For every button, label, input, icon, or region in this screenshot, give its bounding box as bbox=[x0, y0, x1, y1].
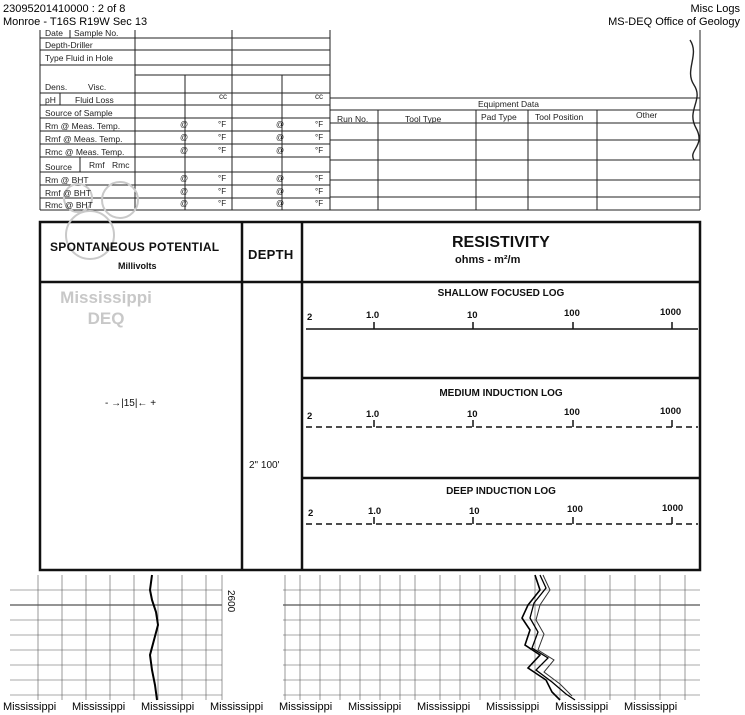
tick-label: 10 bbox=[467, 310, 478, 321]
row-ph: pH bbox=[45, 95, 56, 105]
degf-mark: °F bbox=[315, 133, 324, 142]
row-rmc: Rmc bbox=[112, 160, 130, 170]
agency-label: MS-DEQ Office of Geology bbox=[608, 16, 740, 28]
tick-label: 10 bbox=[467, 409, 478, 420]
footer-word: Mississippi bbox=[486, 701, 540, 713]
row-depth-driller: Depth-Driller bbox=[45, 40, 93, 50]
at-mark: @ bbox=[180, 146, 189, 155]
row-rmc-bht: Rmc @ BHT bbox=[45, 200, 93, 210]
category-label: Misc Logs bbox=[690, 3, 740, 15]
degf-mark: °F bbox=[315, 120, 324, 129]
tick-label: 1000 bbox=[660, 406, 682, 417]
degf-mark: °F bbox=[315, 146, 324, 155]
equipment-title: Equipment Data bbox=[478, 99, 539, 109]
depth-scale: 2" 100' bbox=[249, 460, 280, 471]
degf-mark: °F bbox=[218, 187, 227, 196]
row-sample-no: Sample No. bbox=[74, 28, 119, 38]
at-mark: @ bbox=[180, 120, 189, 129]
watermark-line2: DEQ bbox=[87, 309, 125, 328]
row-rmf: Rmf bbox=[89, 160, 105, 170]
row-rm-bht: Rm @ BHT bbox=[45, 175, 89, 185]
tick-label: 100 bbox=[564, 407, 580, 418]
footer-word: Mississippi bbox=[555, 701, 609, 713]
row-rmc-meas: Rmc @ Meas. Temp. bbox=[45, 147, 125, 157]
unit-cc-1: cc bbox=[219, 92, 227, 101]
row-rmf-bht: Rmf @ BHT bbox=[45, 188, 91, 198]
unit-cc-2: cc bbox=[315, 92, 323, 101]
row-source: Source bbox=[45, 162, 72, 172]
col-tool-type: Tool Type bbox=[405, 114, 442, 124]
at-mark: @ bbox=[276, 187, 285, 196]
footer-word: Mississippi bbox=[3, 701, 57, 713]
footer-word: Mississippi bbox=[348, 701, 402, 713]
at-mark: @ bbox=[180, 133, 189, 142]
tick-label: 10 bbox=[469, 506, 480, 517]
resistivity-units: ohms - m²/m bbox=[455, 254, 521, 266]
row-date: Date bbox=[45, 28, 63, 38]
degf-mark: °F bbox=[218, 146, 227, 155]
resistivity-title: RESISTIVITY bbox=[452, 234, 550, 251]
tick-label: 100 bbox=[567, 504, 583, 515]
degf-mark: °F bbox=[218, 199, 227, 208]
at-mark: @ bbox=[276, 120, 285, 129]
deep-induction-log-title: DEEP INDUCTION LOG bbox=[446, 486, 556, 497]
sp-title: SPONTANEOUS POTENTIAL bbox=[50, 240, 220, 254]
at-mark: @ bbox=[180, 187, 189, 196]
tick-label: 2 bbox=[307, 411, 313, 422]
degf-mark: °F bbox=[315, 174, 324, 183]
row-type-fluid: Type Fluid in Hole bbox=[45, 53, 114, 63]
depth-mark-2600: 2600 bbox=[225, 590, 236, 613]
tick-label: 1000 bbox=[662, 503, 684, 514]
col-run-no: Run No. bbox=[337, 114, 369, 124]
degf-mark: °F bbox=[218, 133, 227, 142]
row-rmf-meas: Rmf @ Meas. Temp. bbox=[45, 134, 123, 144]
footer-word: Mississippi bbox=[72, 701, 126, 713]
at-mark: @ bbox=[276, 133, 285, 142]
row-visc: Visc. bbox=[88, 82, 107, 92]
tick-label: 2 bbox=[308, 508, 314, 519]
at-mark: @ bbox=[276, 199, 285, 208]
footer-word: Mississippi bbox=[141, 701, 195, 713]
sp-units: Millivolts bbox=[118, 261, 157, 271]
document-id: 23095201410000 : 2 of 8 bbox=[3, 3, 126, 15]
col-tool-position: Tool Position bbox=[535, 112, 584, 122]
sp-scale: - →|15|← + bbox=[105, 398, 157, 409]
tick-label: 1.0 bbox=[366, 310, 380, 321]
tick-label: 1.0 bbox=[368, 506, 382, 517]
footer-word: Mississippi bbox=[279, 701, 333, 713]
degf-mark: °F bbox=[315, 199, 324, 208]
medium-induction-log-title: MEDIUM INDUCTION LOG bbox=[439, 388, 563, 399]
tick-label: 100 bbox=[564, 308, 580, 319]
footer-word: Mississippi bbox=[210, 701, 264, 713]
at-mark: @ bbox=[180, 199, 189, 208]
tick-label: 2 bbox=[307, 312, 313, 323]
degf-mark: °F bbox=[218, 174, 227, 183]
degf-mark: °F bbox=[315, 187, 324, 196]
at-mark: @ bbox=[276, 146, 285, 155]
row-rm-meas: Rm @ Meas. Temp. bbox=[45, 121, 121, 131]
location-label: Monroe - T16S R19W Sec 13 bbox=[3, 16, 148, 28]
footer-word: Mississippi bbox=[417, 701, 471, 713]
row-dens: Dens. bbox=[45, 82, 68, 92]
degf-mark: °F bbox=[218, 120, 227, 129]
shallow-focused-log-title: SHALLOW FOCUSED LOG bbox=[437, 288, 565, 299]
footer-word: Mississippi bbox=[624, 701, 678, 713]
row-source-sample: Source of Sample bbox=[45, 108, 113, 118]
tick-label: 1.0 bbox=[366, 409, 380, 420]
at-mark: @ bbox=[180, 174, 189, 183]
col-pad-type: Pad Type bbox=[481, 112, 517, 122]
col-other: Other bbox=[636, 110, 658, 120]
watermark-line1: Mississippi bbox=[60, 288, 152, 307]
tick-label: 1000 bbox=[660, 307, 682, 318]
row-fluid-loss: Fluid Loss bbox=[75, 95, 114, 105]
at-mark: @ bbox=[276, 174, 285, 183]
depth-title: DEPTH bbox=[248, 247, 294, 262]
